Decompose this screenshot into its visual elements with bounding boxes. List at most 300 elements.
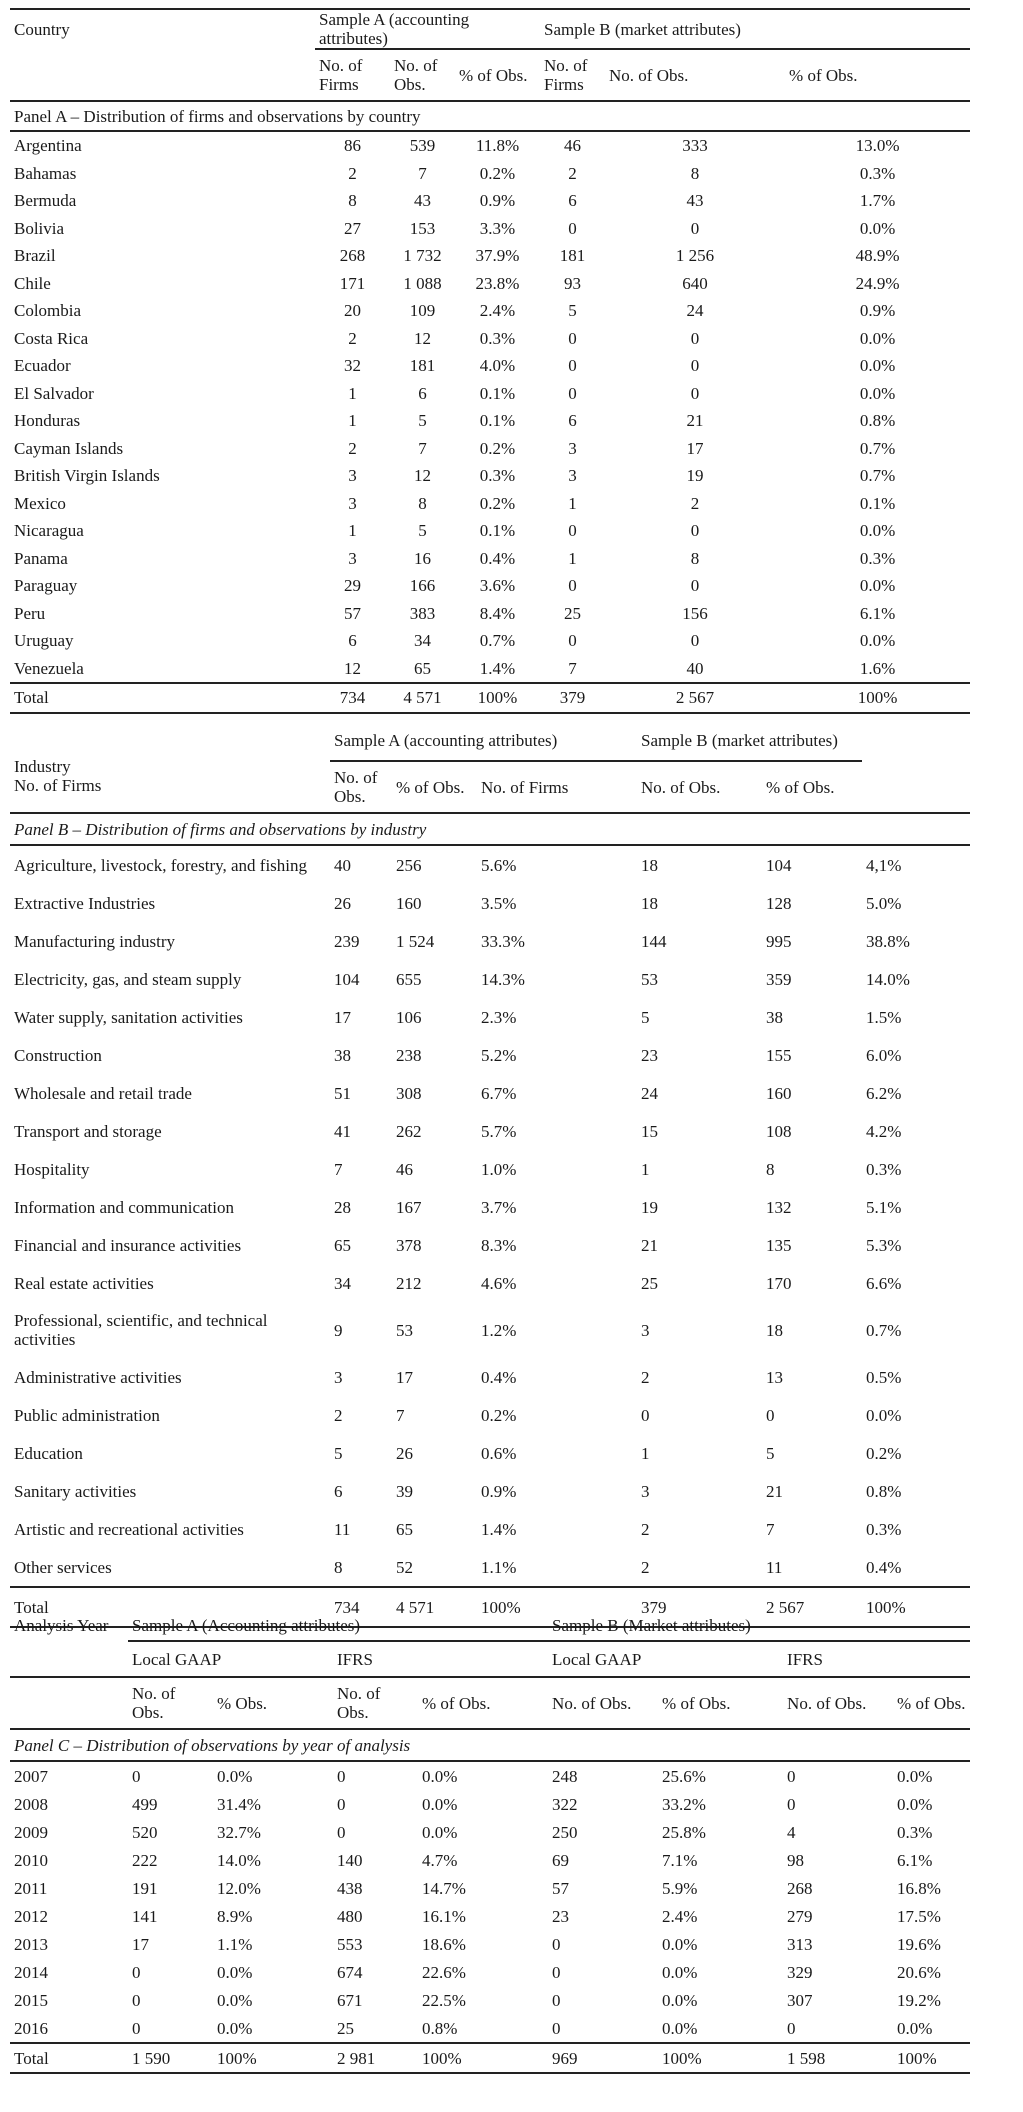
value-cell: 38 [766, 1007, 784, 1027]
sample-b-header: Sample B (Market attributes) [548, 1610, 970, 1641]
row-label: Information and communication [14, 1197, 234, 1217]
value-cell: 181 [559, 246, 586, 266]
row-label: Mexico [14, 493, 66, 513]
value-cell: 1.1% [217, 1934, 253, 1954]
value-cell: 98 [787, 1850, 805, 1870]
value-cell: 5.1% [866, 1197, 902, 1217]
row-label: Other services [14, 1557, 112, 1577]
value-cell: 0 [787, 1766, 796, 1786]
table-row [10, 1818, 970, 1846]
value-cell: 0.1% [859, 493, 896, 513]
row-label: El Salvador [14, 383, 94, 403]
column-header: No. of Obs. [394, 56, 438, 94]
table-row [10, 600, 970, 628]
row-label: 2015 [14, 1990, 48, 2010]
table-row [10, 517, 970, 545]
value-cell: 0.0% [859, 383, 896, 403]
column-header: No. of Firms [319, 56, 363, 94]
value-cell: 238 [396, 1045, 422, 1065]
value-cell: 128 [766, 893, 792, 913]
value-cell: 520 [132, 1822, 158, 1842]
value-cell: 359 [766, 969, 792, 989]
table-row [10, 545, 970, 573]
value-cell: 0.0% [217, 1990, 253, 2010]
value-cell: 0.0% [662, 1934, 698, 1954]
table-row [10, 845, 970, 884]
value-cell: 48.9% [855, 246, 900, 266]
year-header: Analysis Year [14, 1616, 109, 1635]
value-cell: 17 [686, 438, 704, 458]
value-cell: 313 [787, 1934, 813, 1954]
value-cell: 40 [334, 855, 351, 875]
value-cell: 0 [568, 521, 577, 541]
value-cell: 0 [337, 1822, 346, 1842]
value-cell: 1.4% [481, 1519, 517, 1539]
value-cell: 160 [766, 1083, 792, 1103]
panel-a-table [10, 8, 970, 714]
value-cell: 104 [334, 969, 360, 989]
value-cell: 6 [568, 411, 577, 431]
value-cell: 25.6% [662, 1766, 706, 1786]
value-cell: 2 [690, 493, 700, 513]
total-value: 2 567 [766, 1597, 805, 1617]
panel-a-title: Panel A – Distribution of firms and observations by country [14, 106, 421, 126]
value-cell: 1.6% [859, 658, 896, 678]
value-cell: 0.9% [479, 191, 516, 211]
row-label: Agriculture, livestock, forestry, and fishing [14, 855, 308, 875]
value-cell: 24 [686, 301, 704, 321]
value-cell: 21 [686, 411, 704, 431]
table-row [10, 1986, 970, 2014]
value-cell: 0.0% [859, 521, 896, 541]
value-cell: 0.0% [859, 356, 896, 376]
value-cell: 57 [552, 1878, 570, 1898]
row-label: Cayman Islands [14, 438, 124, 458]
value-cell: 25 [641, 1273, 659, 1293]
value-cell: 8 [334, 1557, 343, 1577]
value-cell: 539 [409, 136, 436, 156]
value-cell: 160 [396, 893, 422, 913]
value-cell: 5.0% [866, 893, 902, 913]
row-label: 2016 [14, 2018, 48, 2038]
value-cell: 1 524 [396, 931, 435, 951]
value-cell: 0 [132, 2018, 141, 2038]
value-cell: 86 [344, 136, 361, 156]
value-cell: 43 [414, 191, 431, 211]
value-cell: 2.4% [479, 301, 516, 321]
row-label: Artistic and recreational activities [14, 1519, 244, 1539]
table-row [10, 1264, 970, 1302]
country-header: Country [14, 20, 70, 39]
value-cell: 12 [344, 658, 361, 678]
value-cell: 26 [396, 1443, 413, 1463]
value-cell: 0.2% [479, 163, 516, 183]
standard-header: Local GAAP [132, 1649, 222, 1669]
sample-a-header: Sample A (Accounting attributes) [128, 1610, 548, 1641]
total-label: Total [14, 2048, 49, 2068]
value-cell: 0.4% [481, 1367, 517, 1387]
row-label: Bolivia [14, 218, 65, 238]
row-label: Professional, scientific, and technical activities [14, 1311, 268, 1349]
value-cell: 17 [132, 1934, 149, 1954]
value-cell: 0.0% [662, 1962, 698, 1982]
value-cell: 53 [641, 969, 659, 989]
value-cell: 43 [686, 191, 704, 211]
value-cell: 16.1% [422, 1906, 466, 1926]
value-cell: 93 [564, 273, 582, 293]
table-row [10, 407, 970, 435]
panel-c-table [10, 1610, 970, 2074]
value-cell: 0.7% [866, 1320, 902, 1340]
row-label: Water supply, sanitation activities [14, 1007, 243, 1027]
value-cell: 3.7% [481, 1197, 517, 1217]
value-cell: 2 [641, 1367, 650, 1387]
value-cell: 2.3% [481, 1007, 517, 1027]
value-cell: 15 [641, 1121, 659, 1141]
value-cell: 2 [348, 438, 357, 458]
total-value: 100% [866, 1597, 906, 1617]
value-cell: 0.3% [859, 163, 896, 183]
table-row [10, 922, 970, 960]
value-cell: 0.0% [859, 328, 896, 348]
row-label: Construction [14, 1045, 102, 1065]
value-cell: 322 [552, 1794, 578, 1814]
value-cell: 0 [568, 328, 577, 348]
value-cell: 0.3% [866, 1159, 902, 1179]
value-cell: 0 [690, 356, 700, 376]
value-cell: 34 [334, 1273, 351, 1293]
table-row [10, 1874, 970, 1902]
value-cell: 3.5% [481, 893, 517, 913]
value-cell: 69 [552, 1850, 570, 1870]
value-cell: 16 [414, 548, 431, 568]
total-value: 734 [334, 1597, 360, 1617]
value-cell: 499 [132, 1794, 158, 1814]
value-cell: 1 [348, 411, 357, 431]
value-cell: 0 [552, 1990, 561, 2010]
value-cell: 1 732 [403, 246, 442, 266]
value-cell: 0 [690, 521, 700, 541]
value-cell: 7 [334, 1159, 343, 1179]
value-cell: 2 [641, 1519, 650, 1539]
value-cell: 65 [396, 1519, 413, 1539]
value-cell: 0.2% [481, 1405, 517, 1425]
value-cell: 171 [339, 273, 366, 293]
row-label: Electricity, gas, and steam supply [14, 969, 242, 989]
value-cell: 22.6% [422, 1962, 466, 1982]
row-label: Costa Rica [14, 328, 89, 348]
value-cell: 0 [690, 631, 700, 651]
value-cell: 3 [348, 493, 357, 513]
row-label: British Virgin Islands [14, 466, 160, 486]
row-label: Nicaragua [14, 521, 84, 541]
sample-b-header: Sample B (market attributes) [637, 720, 862, 761]
value-cell: 20.6% [897, 1962, 941, 1982]
value-cell: 0.3% [479, 466, 516, 486]
value-cell: 13 [766, 1367, 784, 1387]
table-row [10, 435, 970, 463]
value-cell: 5 [418, 411, 427, 431]
value-cell: 438 [337, 1878, 363, 1898]
total-value: 1 590 [132, 2048, 171, 2068]
value-cell: 34 [414, 631, 431, 651]
value-cell: 5.6% [481, 855, 517, 875]
value-cell: 2 [334, 1405, 343, 1425]
value-cell: 37.9% [475, 246, 520, 266]
value-cell: 0.1% [479, 521, 516, 541]
value-cell: 6 [334, 1481, 343, 1501]
column-header: No. of Firms [481, 777, 569, 797]
row-label: Brazil [14, 246, 56, 266]
column-header: No. of Obs. [609, 65, 689, 85]
total-value: 100% [662, 2048, 702, 2068]
value-cell: 9 [334, 1320, 343, 1340]
row-label: Wholesale and retail trade [14, 1083, 192, 1103]
total-value: 379 [641, 1597, 667, 1617]
table-row [10, 187, 970, 215]
value-cell: 6.1% [859, 603, 896, 623]
value-cell: 22.5% [422, 1990, 466, 2010]
value-cell: 0.8% [866, 1481, 902, 1501]
column-header: % of Obs. [396, 777, 465, 797]
value-cell: 2 [641, 1557, 650, 1577]
table-row [10, 1150, 970, 1188]
value-cell: 16.8% [897, 1878, 941, 1898]
sample-a-header: Sample A (accounting attributes) [330, 720, 637, 761]
value-cell: 308 [396, 1083, 422, 1103]
value-cell: 1.7% [859, 191, 896, 211]
panel-b-table [10, 720, 970, 1628]
total-value: 379 [559, 688, 586, 708]
value-cell: 17.5% [897, 1906, 941, 1926]
column-header: No. of Obs. [641, 777, 721, 797]
value-cell: 6 [568, 191, 577, 211]
table-row [10, 1302, 970, 1358]
value-cell: 6.2% [866, 1083, 902, 1103]
panel-c-title: Panel C – Distribution of observations by year of analysis [14, 1735, 411, 1755]
value-cell: 0 [568, 383, 577, 403]
table-row [10, 1188, 970, 1226]
value-cell: 0 [690, 218, 700, 238]
value-cell: 553 [337, 1934, 363, 1954]
value-cell: 29 [344, 576, 361, 596]
table-row [10, 1036, 970, 1074]
table-row [10, 462, 970, 490]
value-cell: 18 [641, 893, 659, 913]
value-cell: 19.2% [897, 1990, 941, 2010]
value-cell: 1 [348, 521, 357, 541]
value-cell: 33.3% [481, 931, 525, 951]
value-cell: 995 [766, 931, 792, 951]
value-cell: 2 [568, 163, 577, 183]
row-label: Manufacturing industry [14, 931, 175, 951]
total-row [10, 683, 970, 713]
value-cell: 0.2% [479, 493, 516, 513]
value-cell: 212 [396, 1273, 422, 1293]
column-header: No. of Firms [544, 56, 588, 94]
row-label: 2011 [14, 1878, 48, 1898]
row-label: Transport and storage [14, 1121, 162, 1141]
value-cell: 6.1% [897, 1850, 933, 1870]
standard-header: IFRS [787, 1649, 823, 1669]
value-cell: 0 [568, 218, 577, 238]
column-header: % of Obs. [789, 65, 858, 85]
value-cell: 14.0% [866, 969, 910, 989]
value-cell: 24 [641, 1083, 659, 1103]
value-cell: 18 [641, 855, 659, 875]
value-cell: 0.3% [897, 1822, 933, 1842]
value-cell: 144 [641, 931, 667, 951]
value-cell: 0 [787, 2018, 796, 2038]
value-cell: 0.0% [422, 1822, 458, 1842]
value-cell: 307 [787, 1990, 813, 2010]
value-cell: 7 [568, 658, 577, 678]
value-cell: 0.3% [859, 548, 896, 568]
value-cell: 3.3% [479, 218, 516, 238]
value-cell: 0.7% [859, 438, 896, 458]
value-cell: 0.5% [866, 1367, 902, 1387]
value-cell: 5.9% [662, 1878, 698, 1898]
table-row [10, 131, 970, 160]
row-label: Sanitary activities [14, 1481, 137, 1501]
total-label: Total [14, 1597, 49, 1617]
value-cell: 26 [334, 893, 351, 913]
value-cell: 0.0% [859, 218, 896, 238]
value-cell: 0 [552, 1962, 561, 1982]
table-row [10, 627, 970, 655]
value-cell: 2.4% [662, 1906, 698, 1926]
table-row [10, 884, 970, 922]
value-cell: 12 [414, 328, 431, 348]
table-row [10, 1472, 970, 1510]
value-cell: 52 [396, 1557, 413, 1577]
row-label: Ecuador [14, 356, 71, 376]
value-cell: 0 [787, 1794, 796, 1814]
column-header: No. of Obs. [787, 1693, 867, 1713]
row-label: Extractive Industries [14, 893, 156, 913]
table-row [10, 1074, 970, 1112]
value-cell: 8 [690, 163, 700, 183]
value-cell: 46 [396, 1159, 413, 1179]
value-cell: 0.3% [866, 1519, 902, 1539]
value-cell: 25 [337, 2018, 354, 2038]
value-cell: 671 [337, 1990, 363, 2010]
value-cell: 1 [641, 1443, 650, 1463]
row-label: Argentina [14, 136, 82, 156]
row-label: Venezuela [14, 658, 84, 678]
total-value: 100% [481, 1597, 521, 1617]
value-cell: 14.7% [422, 1878, 466, 1898]
row-label: Hospitality [14, 1159, 90, 1179]
value-cell: 5 [334, 1443, 343, 1463]
value-cell: 6.6% [866, 1273, 902, 1293]
total-value: 2 981 [337, 2048, 376, 2068]
value-cell: 156 [682, 603, 708, 623]
value-cell: 23 [552, 1906, 570, 1926]
value-cell: 0 [568, 631, 577, 651]
table-row [10, 380, 970, 408]
value-cell: 12.0% [217, 1878, 261, 1898]
value-cell: 0 [552, 1934, 561, 1954]
row-label: Uruguay [14, 631, 74, 651]
sample-b-header: Sample B (market attributes) [540, 9, 970, 49]
value-cell: 31.4% [217, 1794, 261, 1814]
table-row [10, 1510, 970, 1548]
table-row [10, 1958, 970, 1986]
value-cell: 3.6% [479, 576, 516, 596]
value-cell: 1 256 [675, 246, 715, 266]
total-row [10, 2043, 970, 2073]
value-cell: 166 [409, 576, 436, 596]
total-value: 969 [552, 2048, 578, 2068]
row-label: Chile [14, 273, 51, 293]
value-cell: 19.6% [897, 1934, 941, 1954]
table-row [10, 572, 970, 600]
value-cell: 8 [418, 493, 427, 513]
table-row [10, 1548, 970, 1587]
value-cell: 480 [337, 1906, 363, 1926]
value-cell: 0.0% [217, 1766, 253, 1786]
value-cell: 5 [766, 1443, 775, 1463]
value-cell: 1 [568, 493, 577, 513]
total-value: 100% [422, 2048, 462, 2068]
value-cell: 0.1% [479, 383, 516, 403]
value-cell: 7 [418, 438, 427, 458]
table-row [10, 352, 970, 380]
value-cell: 256 [396, 855, 422, 875]
value-cell: 11 [334, 1519, 351, 1539]
row-label: 2010 [14, 1850, 48, 1870]
table-row [10, 1902, 970, 1930]
value-cell: 25.8% [662, 1822, 706, 1842]
table-row [10, 297, 970, 325]
value-cell: 5 [568, 301, 577, 321]
value-cell: 17 [334, 1007, 351, 1027]
table-row [10, 1790, 970, 1818]
table-row [10, 1396, 970, 1434]
value-cell: 1.0% [481, 1159, 517, 1179]
value-cell: 51 [334, 1083, 351, 1103]
table-row [10, 1226, 970, 1264]
value-cell: 23.8% [475, 273, 520, 293]
value-cell: 0 [690, 328, 700, 348]
value-cell: 0.6% [481, 1443, 517, 1463]
value-cell: 153 [409, 218, 436, 238]
value-cell: 250 [552, 1822, 578, 1842]
value-cell: 4,1% [866, 855, 902, 875]
total-value: 100% [897, 2048, 937, 2068]
value-cell: 2 [348, 163, 357, 183]
column-header: No. of Obs. [337, 1684, 381, 1722]
value-cell: 268 [339, 246, 366, 266]
value-cell: 0 [337, 1794, 346, 1814]
value-cell: 21 [641, 1235, 659, 1255]
value-cell: 38.8% [866, 931, 910, 951]
value-cell: 8 [348, 191, 357, 211]
row-label: Public administration [14, 1405, 160, 1425]
value-cell: 6.0% [866, 1045, 902, 1065]
value-cell: 6.7% [481, 1083, 517, 1103]
value-cell: 4 [787, 1822, 796, 1842]
value-cell: 11 [766, 1557, 783, 1577]
value-cell: 1.1% [481, 1557, 517, 1577]
value-cell: 13.0% [855, 136, 900, 156]
value-cell: 6 [418, 383, 427, 403]
value-cell: 141 [132, 1906, 158, 1926]
value-cell: 18 [766, 1320, 784, 1340]
total-value: 4 571 [396, 1597, 435, 1617]
value-cell: 21 [766, 1481, 784, 1501]
